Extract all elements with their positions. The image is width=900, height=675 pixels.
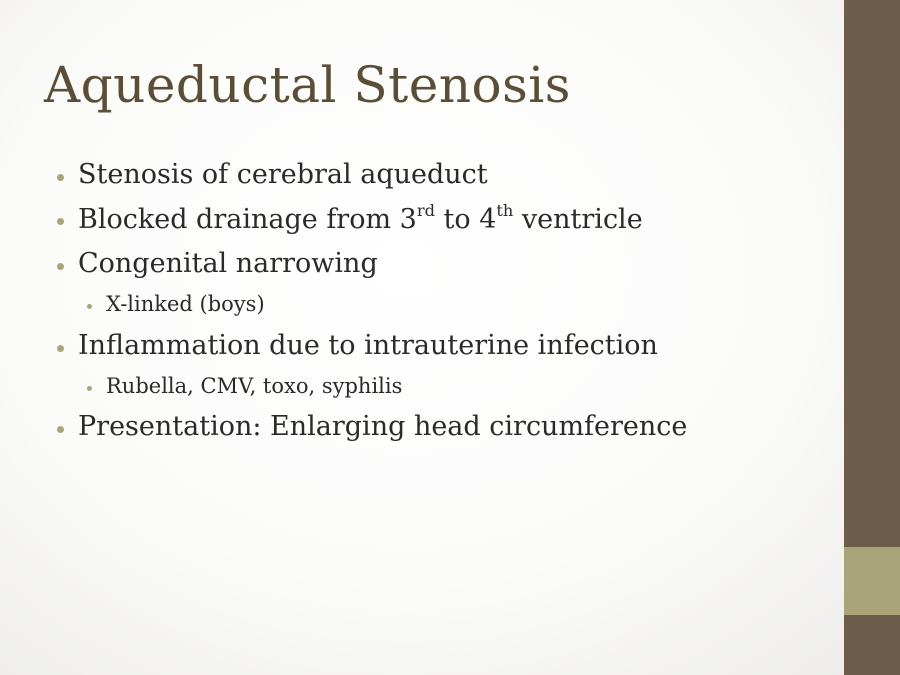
bullet-dot xyxy=(57,218,64,225)
bullet-item: Presentation: Enlarging head circumference xyxy=(78,411,688,442)
bullet-text-part: to 4 xyxy=(434,204,497,235)
bullet-dot xyxy=(57,426,64,433)
bullet-item: Congenital narrowing xyxy=(78,248,378,279)
slide-title: Aqueductal Stenosis xyxy=(44,56,571,114)
sub-bullet-dot xyxy=(87,304,92,309)
bullet-item xyxy=(78,200,643,235)
ordinal-suffix: rd xyxy=(416,200,435,220)
side-accent-block xyxy=(844,547,900,615)
bullet-text-part: Blocked drainage from 3 xyxy=(78,204,417,235)
sub-bullet-item: Rubella, CMV, toxo, syphilis xyxy=(106,374,403,398)
bullet-dot xyxy=(57,263,64,270)
sub-bullet-dot xyxy=(87,386,92,391)
sub-bullet-item: X-linked (boys) xyxy=(106,292,265,316)
ordinal-suffix: th xyxy=(496,200,514,220)
bullet-text-part: ventricle xyxy=(513,204,643,235)
bullet-item: Stenosis of cerebral aqueduct xyxy=(78,159,488,190)
bullet-dot xyxy=(57,174,64,181)
bullet-dot xyxy=(57,345,64,352)
bullet-item: Inflammation due to intrauterine infection xyxy=(78,330,658,361)
